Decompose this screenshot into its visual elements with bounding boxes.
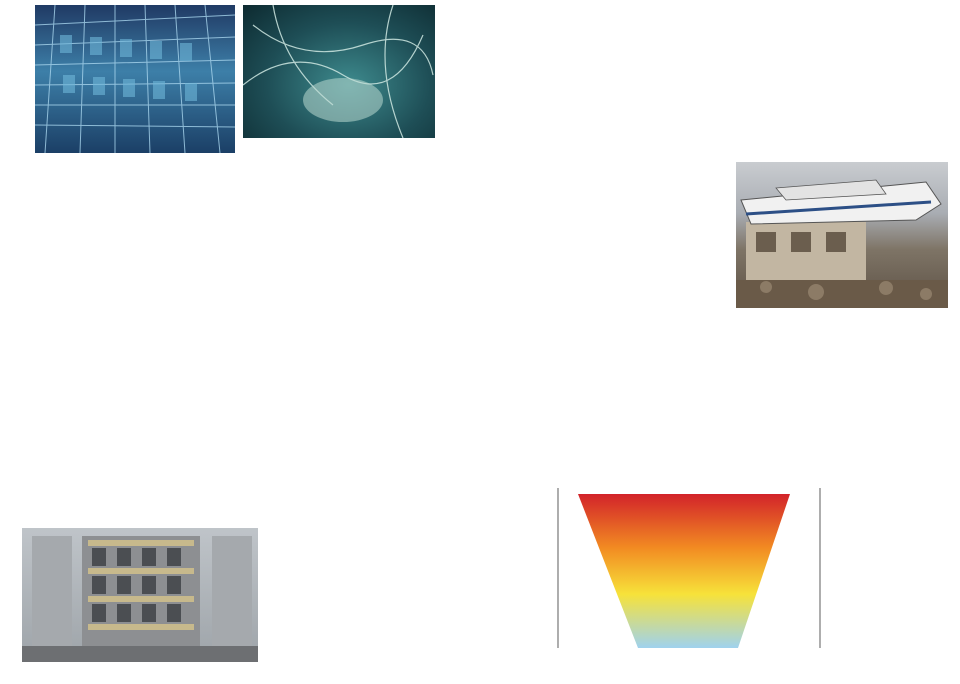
shake-table-building-photo (22, 528, 258, 662)
slide-1-title (0, 0, 480, 342)
slide-2-contents (480, 0, 960, 342)
stranded-boat-photo (736, 162, 948, 308)
magnitude-energy-chart (480, 482, 960, 672)
underwater-camera-photo (243, 5, 435, 138)
slide-4-magnitude (480, 342, 960, 684)
magnitude-funnel-shape (578, 494, 790, 648)
slide-3-earthquake (0, 342, 480, 684)
reactor-pool-photo (35, 5, 235, 153)
